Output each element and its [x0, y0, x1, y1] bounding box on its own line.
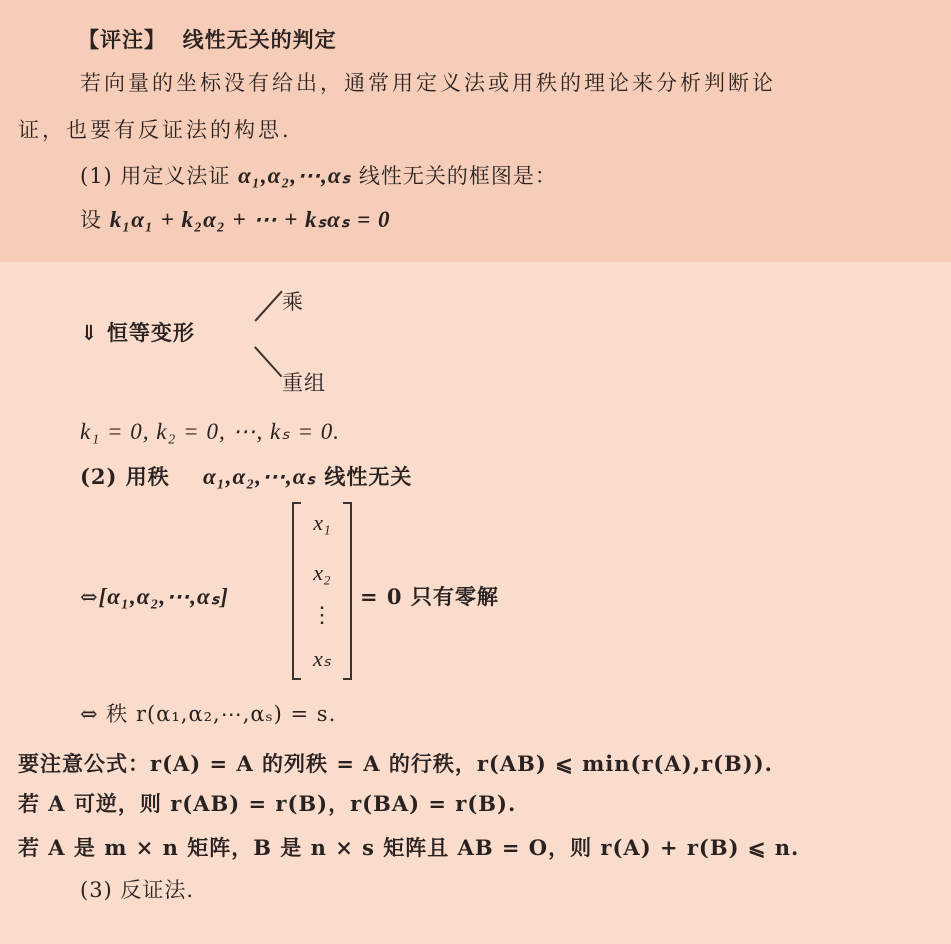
intro-line-1: 若向量的坐标没有给出，通常用定义法或用秩的理论来分析判断论: [80, 71, 776, 95]
method2-heading: [80, 463, 412, 491]
heading-text: (1) 用定义法证: [80, 164, 231, 188]
note-invertible: 若 A 可逆，则 r(AB) = r(B)，r(BA) = r(B).: [18, 791, 517, 816]
intro-line-2: 证，也要有反证法的构思.: [18, 118, 292, 142]
heading-suffix: 线性无关的框图是：: [358, 164, 557, 188]
vectors: α₁,α₂,⋯,αₛ: [203, 464, 317, 489]
matrix: [α₁,α₂,⋯,αₛ]: [98, 584, 229, 609]
assume-prefix: 设: [80, 208, 102, 232]
vector-entry: x₁: [313, 510, 331, 535]
diagram-line-up: [254, 291, 282, 322]
title-text: 线性无关的判定: [182, 27, 337, 52]
section-title: [78, 26, 337, 54]
method3-heading: (3) 反证法.: [80, 878, 195, 902]
diagram-branch-bottom: 重组: [282, 371, 326, 395]
transform-label: 恒等变形: [106, 320, 195, 345]
diagram-line-down: [254, 346, 282, 377]
method1-heading: [80, 162, 557, 190]
note-formula: 要注意公式：r(A) = A 的列秩 = A 的行秩，r(AB) ⩽ min(r(A),r(B)).: [18, 751, 773, 776]
method1-assumption: [80, 206, 391, 234]
heading-suffix: 线性无关: [324, 464, 413, 489]
heading-text: (2) 用秩: [80, 464, 170, 489]
column-vector: [292, 502, 352, 680]
rank-equivalence: ⇔ 秩 r(α₁,α₂,⋯,αₛ) = s.: [80, 702, 337, 726]
title-bracket: 【评注】: [78, 27, 166, 52]
matrix-equation-left: [80, 583, 229, 611]
diagram-branch-top: 乘: [282, 290, 304, 314]
matrix-equation-right: = 0 只有零解: [360, 584, 499, 609]
diagram-transform: [80, 319, 195, 347]
method1-result: k₁ = 0, k₂ = 0, ⋯, kₛ = 0.: [80, 419, 341, 444]
equivalence-icon: ⇔: [80, 585, 99, 609]
note-product-zero: 若 A 是 m × n 矩阵，B 是 n × s 矩阵且 AB = O，则 r(A) + r(B) ⩽ n.: [18, 835, 800, 860]
vector-entry: ⋮: [311, 602, 333, 627]
vector-entry: x₂: [313, 560, 331, 585]
down-arrow-icon: ⇓: [80, 320, 99, 345]
vector-entry: xₛ: [313, 646, 331, 671]
vectors: α₁,α₂,⋯,αₛ: [238, 163, 352, 188]
linear-combination-equation: k₁α₁ + k₂α₂ + ⋯ + kₛαₛ = 0: [109, 207, 391, 232]
